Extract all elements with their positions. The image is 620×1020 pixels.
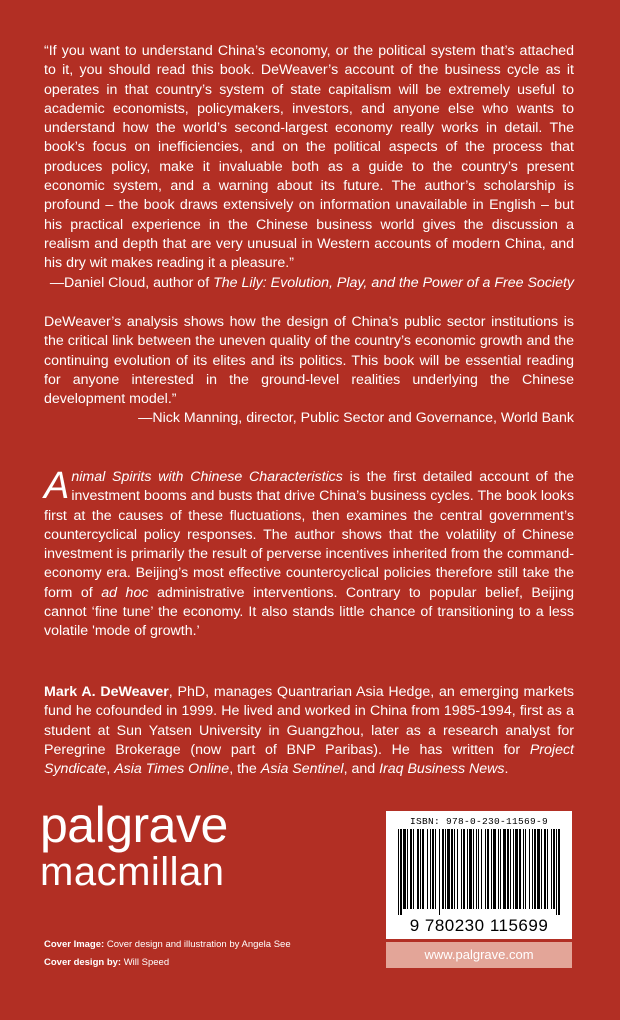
- barcode-bar: [534, 829, 536, 909]
- barcode-bar: [493, 829, 496, 909]
- logo-line-1: palgrave: [40, 797, 228, 853]
- barcode-bar: [478, 829, 479, 909]
- barcode-bar: [417, 829, 419, 909]
- barcode-bar: [439, 829, 440, 915]
- quote-attribution: —Daniel Cloud, author of The Lily: Evolution, Play, and the Power of a Free Society: [49, 274, 574, 291]
- barcode-bar: [461, 829, 462, 909]
- author-bio: Mark A. DeWeaver, PhD, manages Quantrarian Asia Hedge, an emerging markets fund he cofounded in 1999. He lived and worked in China from 1985-1994, first as a student at Sun Yatsen University in Guangzhou, later as a research analyst for Peregrine Brokerage (now part of BNP Paribas). He has written for Project Syndicate, Asia Times Online, the Asia Sentinel, and Iraq Business News.: [44, 684, 574, 778]
- drop-cap: A: [44, 465, 70, 507]
- barcode-bar: [476, 829, 477, 909]
- book-description: Animal Spirits with Chinese Characteristics is the first detailed account of the investment booms and busts that drive China’s business cycles. The book looks first at the causes of these fluctuations, then examines the central government’s countercyclical policy responses. The author shows that the volatility of Chinese investment is primarily the result of perverse incentives inherited from the command-economy era. Beijing’s most effective countercyclical policies therefore still take the form of ad hoc administrative interventions. Contrary to popular belief, Beijing cannot ‘fine tune’ the economy. It also stands little chance of transitioning to a less volatile 'mode of growth.’: [44, 465, 574, 640]
- barcode-bar: [503, 829, 506, 909]
- author-name: Mark A. DeWeaver: [44, 684, 169, 700]
- quote-attribution: —Nick Manning, director, Public Sector and Governance, World Bank: [138, 410, 574, 427]
- barcode-bar: [398, 829, 399, 915]
- endorsement-quote-manning: [44, 313, 574, 429]
- barcode-bar: [513, 829, 514, 909]
- barcode-bar: [430, 829, 431, 909]
- barcode-bar: [498, 829, 499, 909]
- barcode-bar: [519, 829, 521, 909]
- barcode-bar: [442, 829, 444, 909]
- barcode-bar: [432, 829, 434, 909]
- logo-line-2: macmillan: [40, 850, 225, 894]
- barcode-bar: [529, 829, 530, 909]
- barcode-bar: [553, 829, 555, 909]
- barcode-bar: [487, 829, 489, 909]
- barcode-bar: [525, 829, 526, 909]
- barcode-bar: [422, 829, 424, 909]
- barcode-bar: [403, 829, 406, 909]
- barcode-bar: [532, 829, 533, 909]
- publisher-url[interactable]: www.palgrave.com: [386, 942, 572, 968]
- barcode-icon: [398, 829, 560, 915]
- barcode-bar: [420, 829, 421, 909]
- barcode-bar: [451, 829, 453, 909]
- barcode-bar: [547, 829, 548, 909]
- barcode-bar: [507, 829, 509, 909]
- barcode-bar: [544, 829, 546, 909]
- barcode-bar: [454, 829, 455, 909]
- publisher-logo: [40, 797, 228, 894]
- barcode-bar: [467, 829, 468, 909]
- barcode-bar: [523, 829, 524, 909]
- barcode-bar: [407, 829, 408, 909]
- barcode-number: 9 780230 115699: [409, 916, 549, 935]
- isbn-label: ISBN: 978-0-230-11569-9: [409, 816, 549, 827]
- barcode-bar: [556, 829, 557, 915]
- barcode-bar: [481, 829, 482, 909]
- barcode-bar: [427, 829, 428, 909]
- barcode-bar: [435, 829, 436, 909]
- barcode-bar: [485, 829, 486, 909]
- barcode-bar: [447, 829, 450, 909]
- barcode-bar: [500, 829, 501, 909]
- barcode-bar: [558, 829, 560, 915]
- barcode-bar: [400, 829, 402, 915]
- barcode-bar: [473, 829, 474, 909]
- barcode-bar: [551, 829, 552, 909]
- book-title: The Lily: Evolution, Play, and the Power of a Free Society: [213, 274, 574, 291]
- barcode-bar: [469, 829, 472, 909]
- quote-text: “If you want to understand China’s economy, or the political system that’s attached to it, you should read this book. DeWeaver’s account of the business cycle as it operates in that country’s system of state capitalism will be extremely useful to academic economists, policymakers, investors, and anyone else who wants to understand how the world’s second-largest economy really works in detail. The book’s focus on inefficiencies, and on the political aspects of the process that produces policy, make it invaluable both as a guide to the country’s present economic system, and a warning about its future. The author’s scholarship is profound – the book draws extensively on information unavailable in English – but his practical experience in the Chinese business world gives the discussion a realism and depth that are very unusual in Western accounts of modern China, and his dry wit makes reading it a pleasure.”: [44, 43, 574, 272]
- endorsement-quote-cloud: [44, 42, 574, 293]
- barcode-bar: [491, 829, 492, 909]
- cover-image-credit: Cover Image: Cover design and illustration by Angela See: [44, 939, 291, 950]
- barcode-bar: [537, 829, 540, 909]
- barcode-bar: [515, 829, 518, 909]
- isbn-barcode: [386, 811, 572, 939]
- barcode-bar: [510, 829, 511, 909]
- book-title: nimal Spirits with Chinese Characteristics: [71, 469, 343, 485]
- quote-text: DeWeaver’s analysis shows how the design of China’s public sector institutions is the critical link between the uneven quality of the country’s economic growth and the continuing evolution of its elites and its politics. This book will be essential reading for anyone interested in the ground-level realities underlying the Chinese development model.”: [44, 314, 574, 408]
- barcode-bar: [445, 829, 446, 909]
- barcode-bar: [410, 829, 412, 909]
- barcode-bar: [463, 829, 465, 909]
- barcode-bar: [541, 829, 542, 909]
- barcode-bar: [413, 829, 414, 909]
- barcode-bar: [457, 829, 458, 909]
- cover-credits: [44, 936, 291, 972]
- cover-design-credit: Cover design by: Will Speed: [44, 957, 170, 968]
